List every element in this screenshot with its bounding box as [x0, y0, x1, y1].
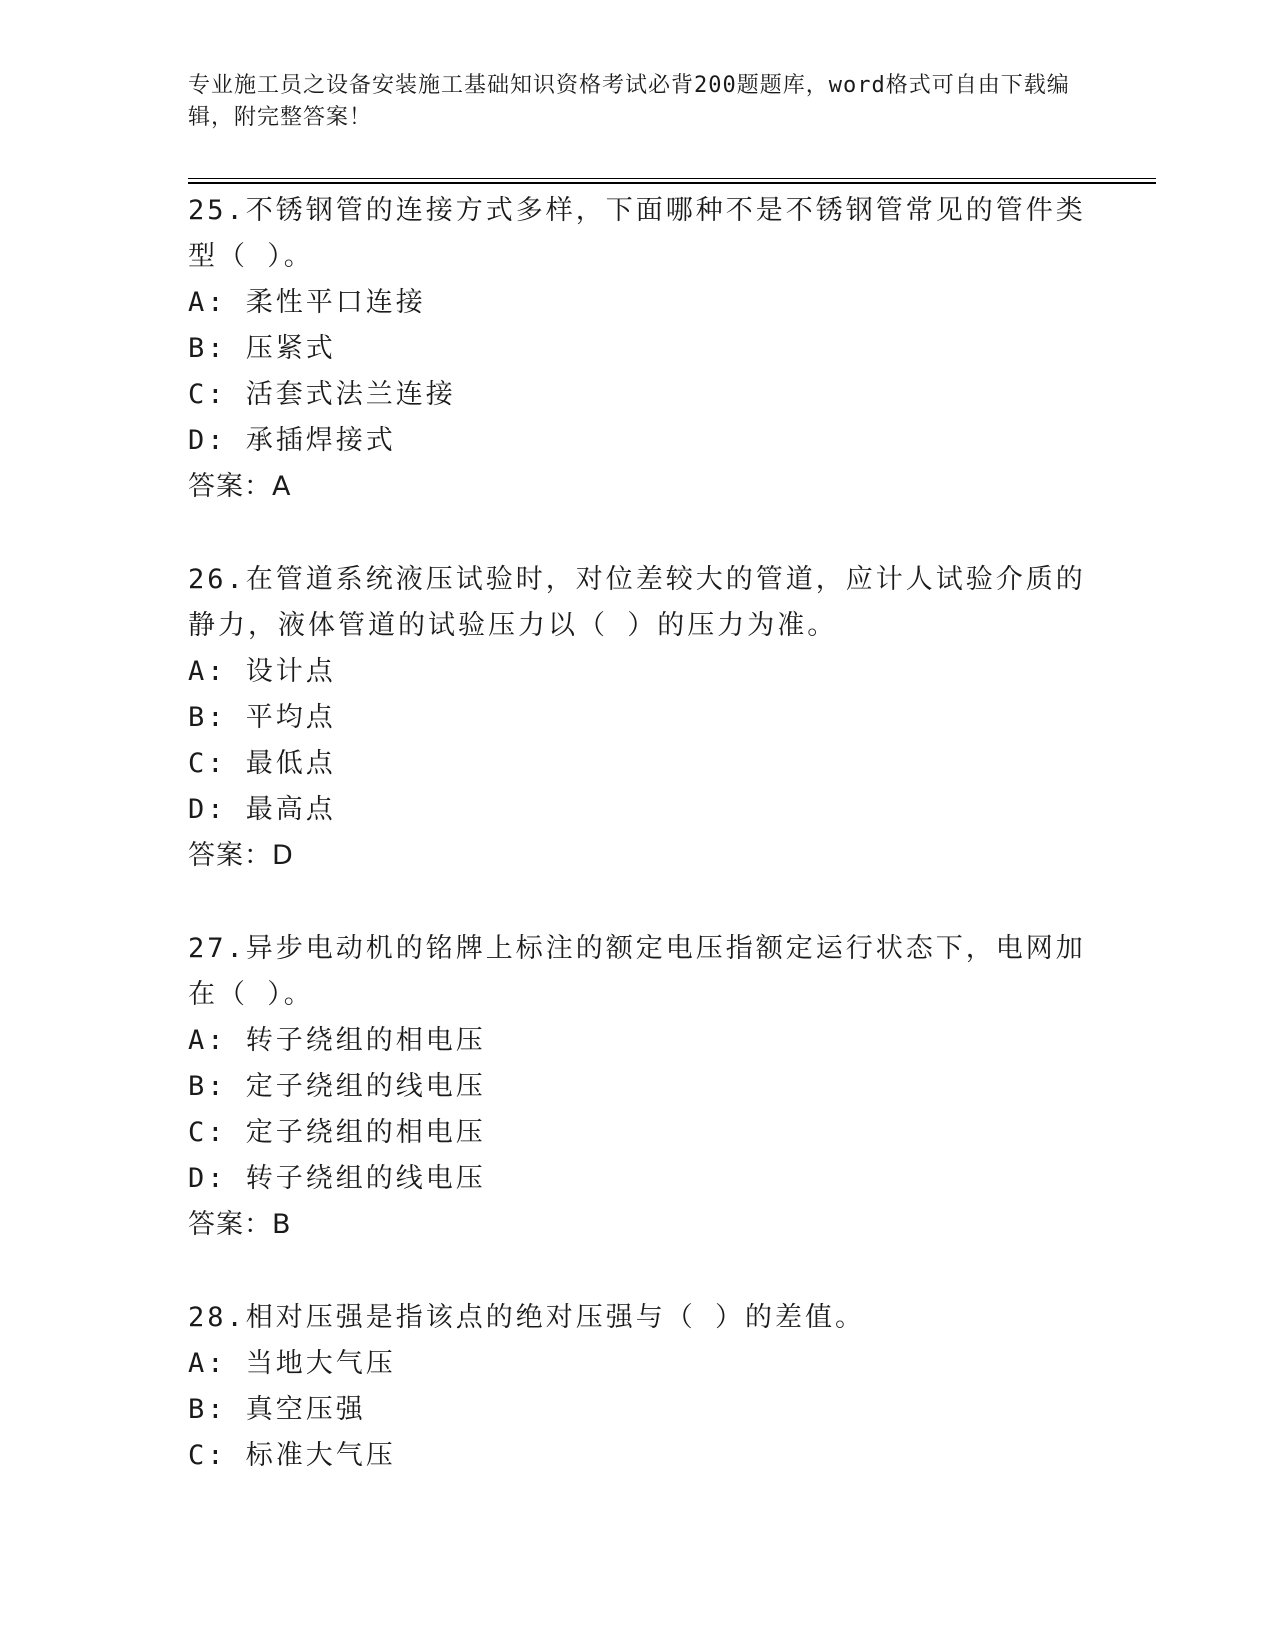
document-header: 专业施工员之设备安装施工基础知识资格考试必背200题题库，word格式可自由下载编辑，附完整答案！ — [188, 73, 1070, 130]
option-b: B: 压紧式 — [188, 333, 336, 364]
option-c: C: 最低点 — [188, 748, 336, 779]
answer-line: 答案：B — [188, 1209, 292, 1240]
option-c: C: 定子绕组的相电压 — [188, 1117, 486, 1148]
option-a: A: 当地大气压 — [188, 1348, 396, 1379]
option-a: A: 设计点 — [188, 656, 336, 687]
header-divider-bottom — [188, 182, 1156, 184]
option-b: B: 平均点 — [188, 702, 336, 733]
option-b: B: 定子绕组的线电压 — [188, 1071, 486, 1102]
question-text: 28.相对压强是指该点的绝对压强与（ ）的差值。 — [188, 1302, 866, 1333]
option-d: D: 承插焊接式 — [188, 425, 396, 456]
question-27 — [188, 926, 1088, 1248]
option-a: A: 柔性平口连接 — [188, 287, 426, 318]
answer-line: 答案：A — [188, 471, 292, 502]
option-a: A: 转子绕组的相电压 — [188, 1025, 486, 1056]
answer-line: 答案：D — [188, 840, 294, 871]
header-divider-top — [188, 178, 1156, 179]
option-d: D: 最高点 — [188, 794, 336, 825]
option-c: C: 活套式法兰连接 — [188, 379, 456, 410]
question-25 — [188, 188, 1088, 510]
question-list — [188, 188, 1088, 1526]
question-text: 26.在管道系统液压试验时，对位差较大的管道，应计人试验介质的静力，液体管道的试验压力以（ ）的压力为准。 — [188, 564, 1086, 641]
question-26 — [188, 557, 1088, 879]
question-text: 25.不锈钢管的连接方式多样，下面哪种不是不锈钢管常见的管件类型（ ）。 — [188, 195, 1086, 272]
option-b: B: 真空压强 — [188, 1394, 366, 1425]
question-28 — [188, 1295, 1088, 1479]
question-text: 27.异步电动机的铭牌上标注的额定电压指额定运行状态下，电网加在（ ）。 — [188, 933, 1086, 1010]
option-d: D: 转子绕组的线电压 — [188, 1163, 486, 1194]
option-c: C: 标准大气压 — [188, 1440, 396, 1471]
